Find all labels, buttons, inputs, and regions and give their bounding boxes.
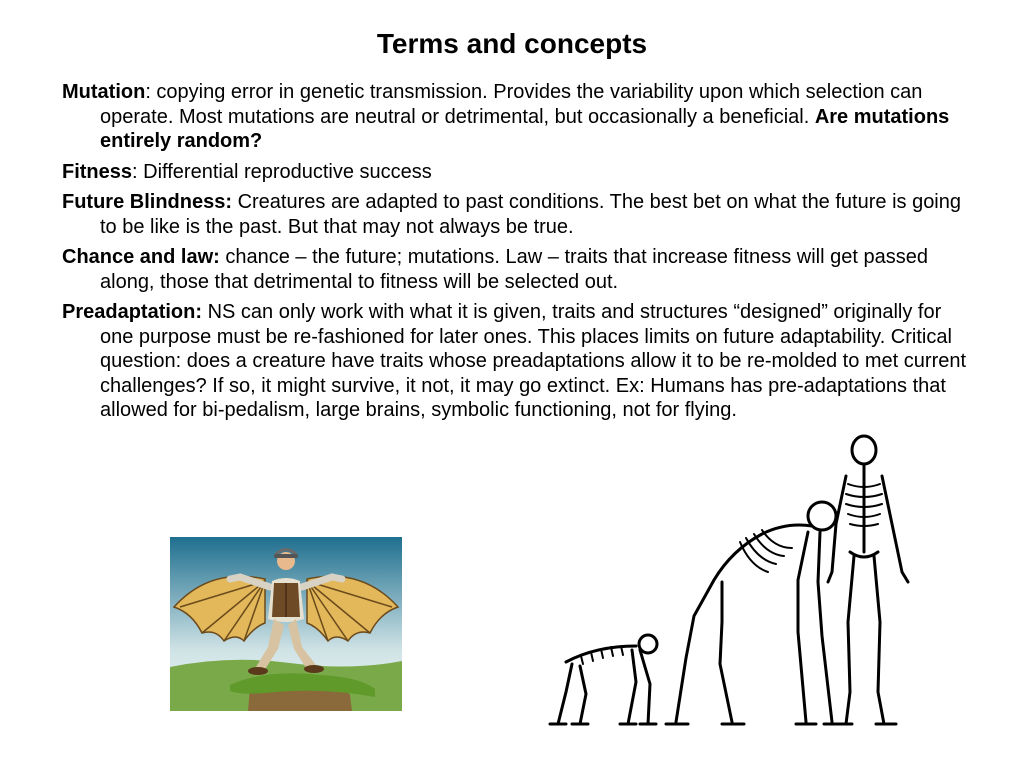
entry-chance-and-law — [62, 245, 967, 294]
question-mutation: Are mutations entirely random? — [100, 105, 950, 152]
definition-future-blindness: Creatures are adapted to past conditions. The best bet on what the future is going to be like is the past. But that may not always be true. — [100, 191, 961, 238]
monkey-skeleton — [550, 635, 657, 724]
term-mutation: Mutation — [62, 81, 146, 103]
evolution-skeletons-icon — [536, 432, 920, 732]
slide-title: Terms and concepts — [376, 28, 648, 59]
term-future-blindness: Future Blindness: — [62, 191, 233, 213]
definition-chance-and-law: chance – the future; mutations. Law – traits that increase fitness will get passed along, those that detrimental to fitness will be selected out. — [100, 246, 928, 293]
glider-illustration — [170, 537, 402, 711]
definition-mutation: copying error in genetic transmission. Provides the variability upon which selection can operate. Most mutations are neutral or detrimental, but occasionally a beneficial. — [100, 81, 923, 128]
human-skeleton — [828, 436, 908, 724]
entry-fitness — [62, 160, 967, 185]
skeletons-illustration — [536, 432, 920, 732]
term-separator: : — [145, 81, 151, 103]
definition-preadaptation: NS can only work with what it is given, traits and structures “designed” originally for one purpose must be re-fashioned for later ones. This places limits on future adaptability. Critical question: does a creature have traits whose preadaptations allow it to be re-molded to met current challenges? If so, it might survive, it not, it may go extinct. Ex: Humans has pre-adaptations that allowed for bi-pedalism, large brains, symbolic functioning, not for flying. — [100, 301, 967, 421]
term-preadaptation: Preadaptation: — [62, 301, 203, 323]
entry-preadaptation — [62, 300, 967, 423]
definition-fitness: Differential reproductive success — [137, 160, 432, 183]
ape-skeleton — [666, 502, 844, 724]
winged-man-icon — [170, 537, 402, 711]
terms-list — [62, 80, 967, 429]
term-fitness: Fitness — [62, 160, 133, 183]
term-chance-and-law: Chance and law: — [62, 246, 220, 268]
term-separator: : — [132, 160, 138, 183]
entry-future-blindness — [62, 190, 967, 239]
entry-mutation — [62, 80, 967, 154]
